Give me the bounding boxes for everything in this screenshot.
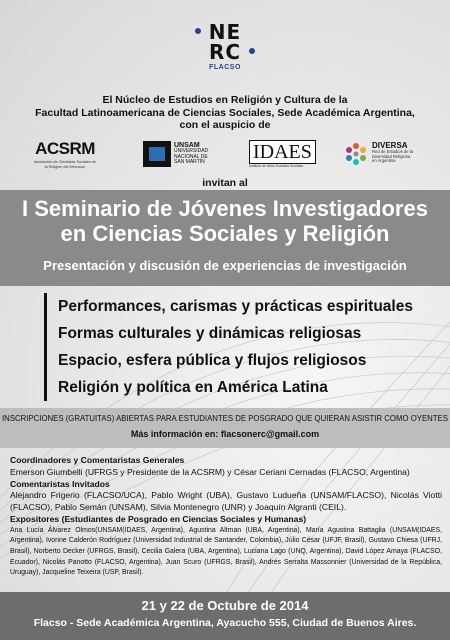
invited-text: Alejandro Frigerio (FLACSO/UCA), Pablo Wright (UBA), Gustavo Ludueña (UNSAM/FLACSO), Nicolás Viotti (FLACSO), Pablo Semán (UNSAM), Silvia Montenegro (UNR) y Joaquín Algranti (CEIL).	[10, 490, 442, 513]
unsam-logo	[143, 136, 208, 172]
credits	[10, 455, 442, 579]
event-date: 21 y 22 de Octubre de 2014	[141, 598, 309, 613]
unsam-sub: NACIONAL DE	[174, 153, 208, 160]
unsam-book-icon	[143, 141, 171, 167]
topic-item: Espacio, esfera pública y flujos religiosos	[58, 352, 367, 369]
intro-line: Facultad Latinoamericana de Ciencias Sociales, Sede Académica Argentina,	[35, 106, 415, 119]
idaes-sub: Instituto de Altos Estudios Sociales	[249, 164, 304, 168]
unsam-sub: SAN MARTÍN	[174, 159, 205, 165]
logo-line-2: RC	[208, 40, 242, 64]
invited-heading: Comentaristas Invitados	[10, 478, 110, 489]
nerc-logo	[199, 22, 251, 88]
idaes-logo	[249, 136, 316, 172]
sponsor-logos	[0, 136, 450, 172]
acsrm-sub: Asociación de Cientistas Sociales de la Religión del Mercosur	[33, 160, 97, 169]
logo-line-1: NE	[208, 20, 242, 44]
info-contact: Más información en: flacsonerc@gmail.com	[130, 429, 320, 439]
topic-item: Formas culturales y dinámicas religiosas	[58, 325, 362, 342]
seminar-title	[0, 196, 450, 246]
event-place: Flacso - Sede Académica Argentina, Ayacucho 555, Ciudad de Buenos Aires.	[33, 617, 417, 629]
diversa-text	[372, 141, 413, 164]
topic-item: Performances, carismas y prácticas espirituales	[58, 298, 413, 315]
unsam-text	[174, 143, 208, 166]
intro-text	[0, 94, 450, 132]
acsrm-logo	[33, 136, 97, 172]
logo-dot-icon	[195, 28, 201, 34]
diversa-sub: Diversidad Religiosa	[372, 153, 411, 159]
topics-list	[44, 293, 424, 401]
logo-flacso: FLACSO	[209, 64, 241, 71]
intro-line: con el auspicio de	[179, 119, 271, 131]
diversa-sub: en Argentina	[372, 158, 396, 164]
diversa-logo	[343, 136, 413, 172]
inscripciones-text: INSCRIPCIONES (GRATUITAS) ABIERTAS PARA ESTUDIANTES DE POSGRADO QUE QUIERAN ASISTIR COMO OYENTES	[2, 414, 448, 423]
unsam-name: UNSAM	[174, 141, 200, 149]
title-line: I Seminario de Jóvenes Investigadores	[22, 196, 428, 221]
logo-dot-icon	[249, 48, 255, 54]
acsrm-mark: ACSRM	[35, 139, 95, 159]
speakers-heading: Expositores (Estudiantes de Posgrado en Ciencias Sociales y Humanas)	[10, 513, 307, 524]
intro-line: El Núcleo de Estudios en Religión y Cultura de la	[102, 94, 348, 106]
speakers-text: Ana Lucía Álvarez Olmos(UNSAM(IDAES, Argentina), Agustina Altman (UBA, Argentina), María Agustina Battaglia (UNSAM(IDAES, Argentina), Ivonne Calderón Rodríguez (Universidad Industrial de Santander, Colombia), Júlio César (UFJF, Brasil), Gustavo Chiesa (UFRJ, Brasil), Norberto Decker (UFRGS, Brasil), Cecilia Galera (UBA, Argentina), Luciana Lago (UNQ, Argentina), David López Amaya (FLACSO, Ecuador), Nicolás Panotto (FLACSO, Argentina), Juan Scuro (UFRGS, Brasil), Andrés Serralta Massonnier (Universidad de la República, Uruguay), Jacqueline Teixeira (USP, Brasil).	[10, 526, 442, 577]
seminar-subtitle: Presentación y discusión de experiencias de investigación	[43, 258, 407, 273]
diversa-mark: DIVERSA	[372, 141, 408, 151]
title-line: en Ciencias Sociales y Religión	[60, 221, 390, 246]
diversa-flower-icon	[343, 141, 369, 167]
idaes-mark: IDAES	[249, 140, 316, 164]
unsam-sub: UNIVERSIDAD	[174, 148, 209, 154]
diversa-sub: Red de Estudios de la	[372, 148, 413, 154]
topic-item: Religión y política en América Latina	[58, 379, 328, 396]
coordinators-heading: Coordinadores y Comentaristas Generales	[10, 455, 185, 465]
coordinators-text: Emerson Giumbelli (UFRGS y Presidente de la ACSRM) y César Ceriani Cernadas (FLACSO, Argentina)	[10, 466, 410, 477]
invitan-text: invitan al	[202, 177, 248, 189]
